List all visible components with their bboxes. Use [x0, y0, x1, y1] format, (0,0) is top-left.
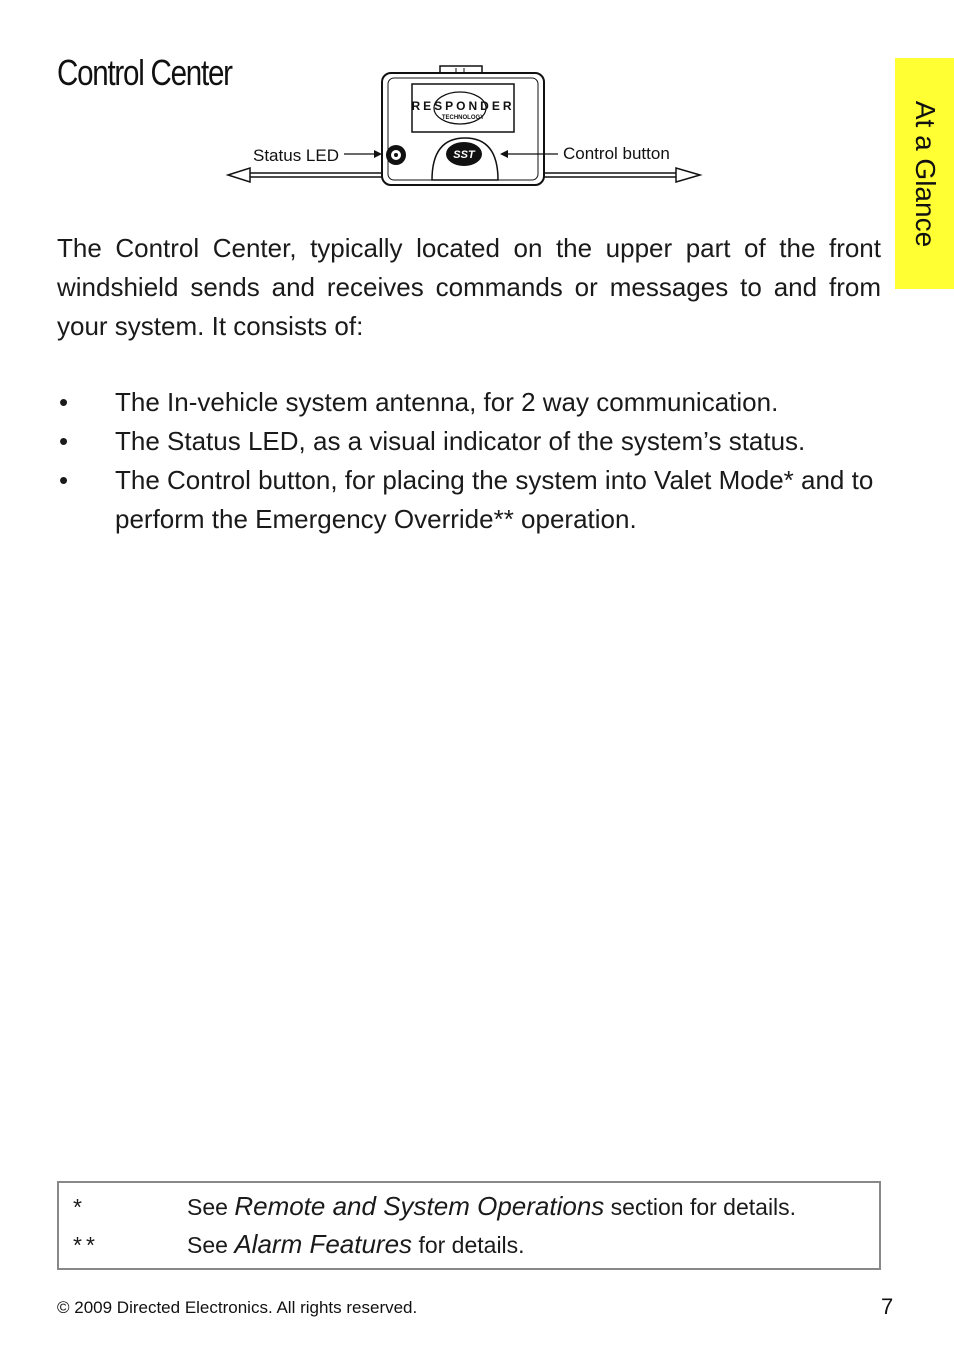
bullet-icon: • [59, 426, 69, 456]
footnote-reference: Remote and System Operations [234, 1191, 605, 1221]
footnote-mark: * [73, 1194, 86, 1220]
bullet-icon: • [59, 465, 69, 495]
component-list [57, 383, 881, 539]
logo-text: RESPONDER [411, 99, 515, 113]
footnote-reference: Alarm Features [234, 1229, 413, 1259]
control-center-illustration [220, 60, 720, 200]
footnote-suffix: section for details. [604, 1194, 797, 1220]
antenna-left-tip [228, 168, 250, 182]
list-item-text: The Control button, for placing the system into Valet Mode* and to perform the Emergency Override** operation. [115, 465, 874, 534]
bullet-icon: • [59, 387, 69, 417]
control-button-label: Control button [563, 144, 670, 163]
section-tab-label: At a Glance [909, 100, 941, 247]
control-center-diagram [220, 60, 720, 200]
footnote [73, 1191, 796, 1222]
footnotes-box [57, 1181, 881, 1270]
copyright-notice: © 2009 Directed Electronics. All rights reserved. [57, 1298, 418, 1317]
page-title: Control Center [57, 52, 232, 93]
button-logo: SST [453, 149, 475, 161]
antenna-right-tip [676, 168, 700, 182]
footnote-suffix: for details. [412, 1232, 525, 1258]
page-number: 7 [881, 1294, 894, 1319]
list-item-text: The In-vehicle system antenna, for 2 way communication. [115, 387, 779, 417]
status-led-label: Status LED [253, 146, 339, 165]
list-item [57, 422, 881, 461]
list-item [57, 383, 881, 422]
list-item-text: The Status LED, as a visual indicator of the system’s status. [115, 426, 806, 456]
list-item [57, 461, 881, 539]
logo-subtext: TECHNOLOGY [441, 115, 485, 121]
footnote-prefix: See [187, 1194, 235, 1220]
footnote [73, 1229, 525, 1260]
section-tab [895, 58, 954, 289]
footnote-prefix: See [187, 1232, 235, 1258]
intro-paragraph: The Control Center, typically located on the upper part of the front windshield sends and receives commands or messages to and from your system. It consists of: [57, 233, 881, 341]
footnote-mark: ** [73, 1232, 99, 1258]
